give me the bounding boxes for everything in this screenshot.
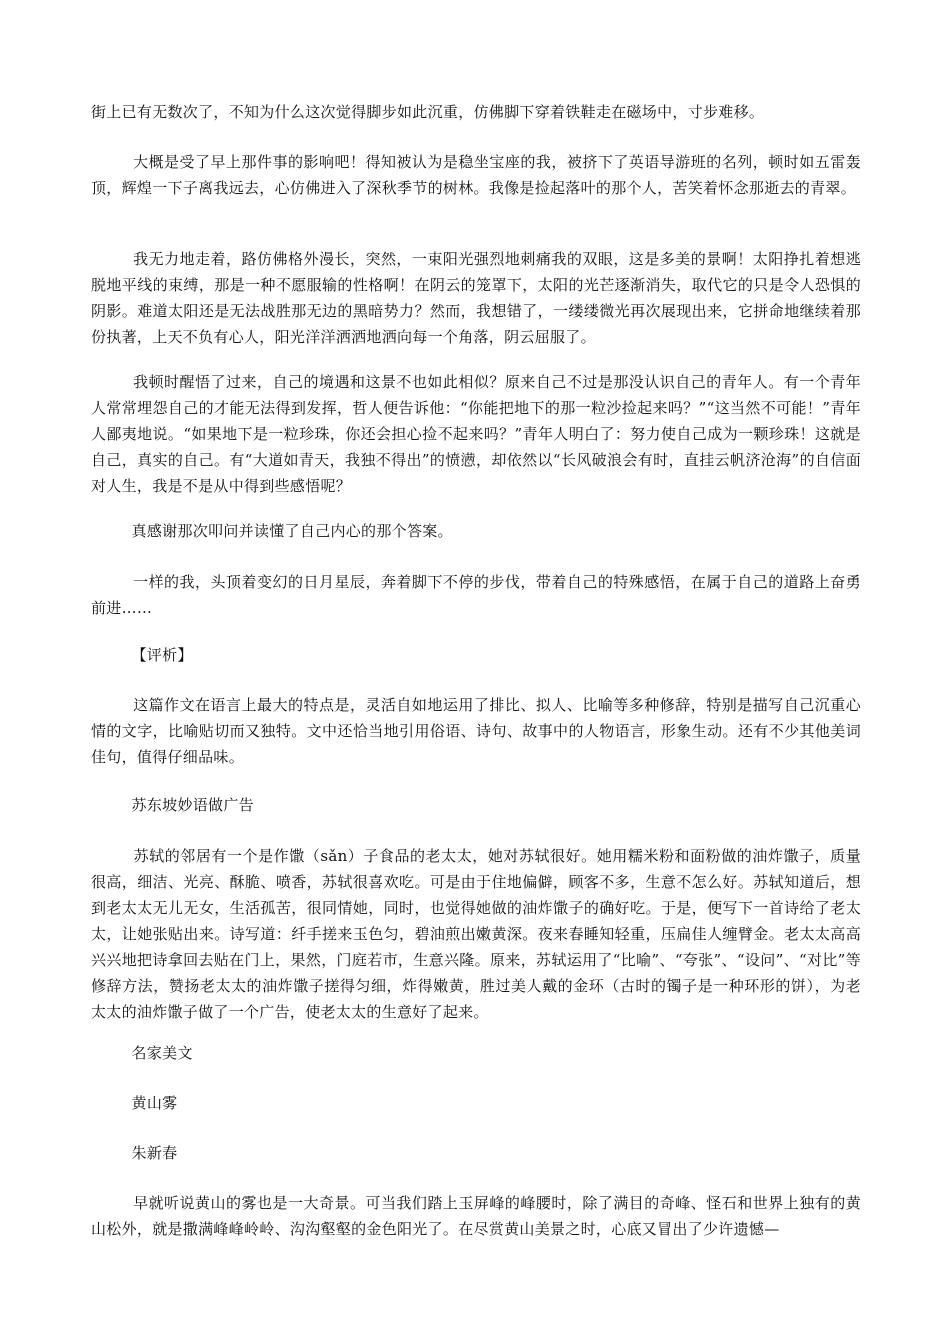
story-title: 苏东坡妙语做广告: [91, 796, 254, 814]
paragraph-3: 我无力地走着，路仿佛格外漫长，突然，一束阳光强烈地刺痛我的双眼，这是多美的景啊！太阳挣扎着想逃脱地平线的束缚，那是一种不愿服输的性格啊！在阴云的笼罩下，太阳的光芒逐渐消失，取代它的只是令人恐惧的阴影。难道太阳还是无法战胜那无边的黑暗势力？然而，我想错了，一缕缕微光再次展现出来，它拼命地继续着那份执著，上天不负有心人，阳光洋洋洒洒地洒向每一个角落，阴云屈服了。: [91, 250, 861, 346]
paragraph-1: 街上已有无数次了，不知为什么这次觉得脚步如此沉重，仿佛脚下穿着铁鞋走在磁场中，寸步难移。: [91, 103, 765, 121]
paragraph-5: 真感谢那次叩问并读懂了自己内心的那个答案。: [91, 522, 453, 540]
story-paragraph: 苏轼的邻居有一个是作馓（sǎn）子食品的老太太，她对苏轼很好。她用糯米粉和面粉做的油炸馓子，质量很高，细洁、光亮、酥脆、喷香，苏轼很喜欢吃。可是由于住地偏僻，顾客不多，生意不怎么好。苏轼知道后，想到老太太无儿无女，生活孤苦，很同情她，同时，也觉得她做的油炸馓子的确好吃。于是，便写下一首诗给了老太太，让她张贴出来。诗写道：纤手搓来玉色匀，碧油煎出嫩黄深。夜来春睡知轻重，压扁佳人缠臂金。老太太高高兴兴地把诗拿回去贴在门上，果然，门庭若市，生意兴隆。原来，苏轼运用了“比喻”、“夸张”、“设问”、“对比”等修辞方法，赞扬老太太的油炸馓子搓得匀细，炸得嫩黄，胜过美人戴的金环（古时的镯子是一种环形的饼），为老太太的油炸馓子做了一个广告，使老太太的生意好了起来。: [91, 847, 861, 1021]
essay-title: 黄山雾: [91, 1094, 178, 1112]
commentary-paragraph: 这篇作文在语言上最大的特点是，灵活自如地运用了排比、拟人、比喻等多种修辞，特别是描写自己沉重心情的文字，比喻贴切而又独特。文中还恰当地引用俗语、诗句、故事中的人物语言，形象生动。还有不少其他美词佳句，值得仔细品味。: [91, 696, 861, 766]
essay-paragraph: 早就听说黄山的雾也是一大奇景。可当我们踏上玉屏峰的峰腰时，除了满目的奇峰、怪石和世界上独有的黄山松外，就是撒满峰峰岭岭、沟沟壑壑的金色阳光了。在尽赏黄山美景之时，心底又冒出了少许遗憾—: [91, 1194, 861, 1238]
section-heading: 名家美文: [91, 1044, 193, 1062]
paragraph-6: 一样的我，头顶着变幻的日月星辰，奔着脚下不停的步伐，带着自己的特殊感悟，在属于自己的道路上奋勇前进……: [91, 573, 861, 617]
commentary-heading: 【评析】: [91, 646, 193, 664]
essay-author: 朱新春: [91, 1144, 178, 1162]
paragraph-4: 我顿时醒悟了过来，自己的境遇和这景不也如此相似？原来自己不过是那没认识自己的青年人。有一个青年人常常埋怨自己的才能无法得到发挥，哲人便告诉他：“你能把地下的那一粒沙捡起来吗？”“这当然不可能！”青年人鄙夷地说。“如果地下是一粒珍珠，你还会担心捡不起来吗？”青年人明白了：努力使自己成为一颗珍珠！这就是自己，真实的自己。有“大道如青天，我独不得出”的愤懑，却依然以“长风破浪会有时，直挂云帆济沧海”的自信面对人生，我是不是从中得到些感悟呢？: [91, 373, 861, 495]
paragraph-2: 大概是受了早上那件事的影响吧！得知被认为是稳坐宝座的我，被挤下了英语导游班的名列，顿时如五雷轰顶，辉煌一下子离我远去，心仿佛进入了深秋季节的树林。我像是捡起落叶的那个人，苦笑着怀念那逝去的青翠。: [91, 153, 861, 197]
